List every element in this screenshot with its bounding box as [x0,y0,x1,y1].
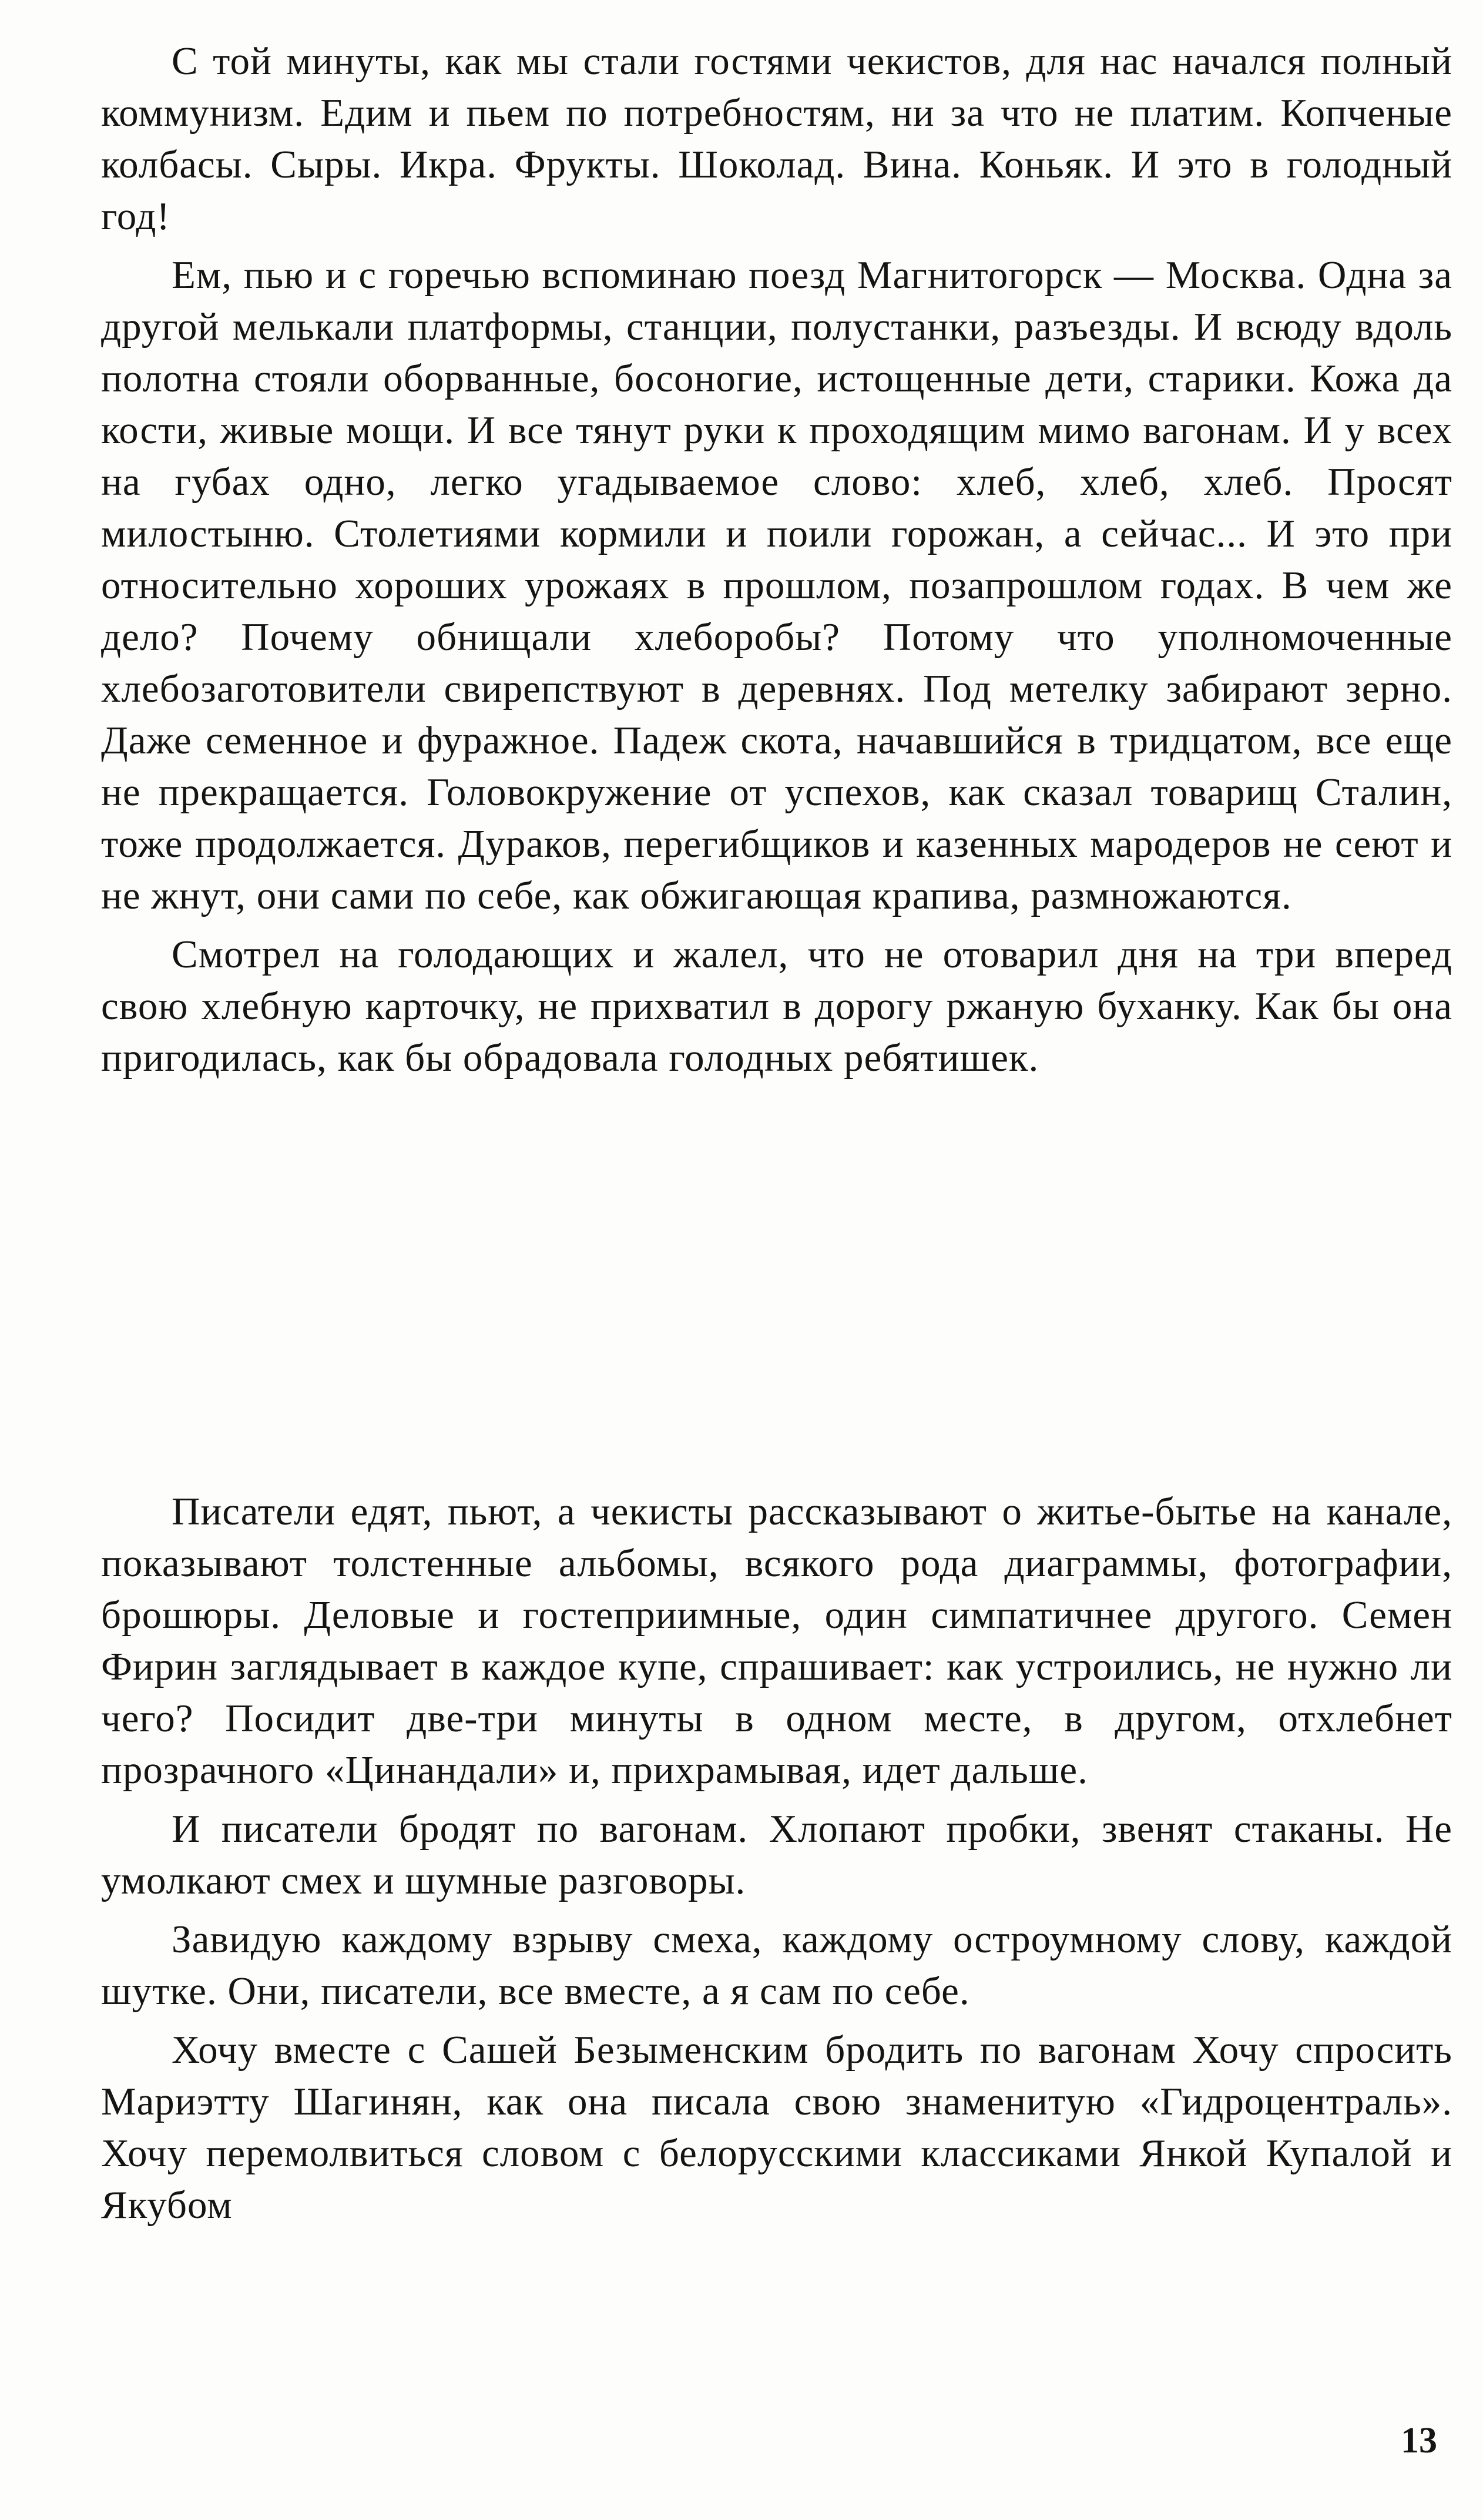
paragraph: Хочу вместе с Сашей Безыменским бродить по вагонам Хочу спросить Мариэтту Шагинян, как она писала свою знаменитую «Гидроцентраль». Хочу перемолвиться словом с белорусскими классиками Янкой Купалой и Якубом [101,2028,1452,2227]
paragraph: С той минуты, как мы стали гостями чекистов, для нас начался полный коммунизм. Едим и пьем по потребностям, ни за что не платим. Копченые колбасы. Сыры. Икра. Фрукты. Шоколад. Вина. Коньяк. И это в голодный год! [101,39,1452,238]
paragraph: Смотрел на голодающих и жалел, что не отоварил дня на три вперед свою хлебную карточку, не прихватил в дорогу ржаную буханку. Как бы она пригодилась, как бы обрадовала голодных ребятишек. [101,933,1452,1080]
paragraph: И писатели бродят по вагонам. Хлопают пробки, звенят стаканы. Не умолкают смех и шумные разговоры. [101,1807,1452,1902]
page-number: 13 [1401,2421,1437,2461]
paragraph: Завидую каждому взрыву смеха, каждому остроумному слову, каждой шутке. Они, писатели, все вместе, а я сам по себе. [101,1918,1452,2013]
text-section-1 [101,35,1452,1091]
paragraph: Писатели едят, пьют, а чекисты рассказывают о житье-бытье на канале, показывают толстенные альбомы, всякого рода диаграммы, фотографии, брошюры. Деловые и гостеприимные, один симпатичнее другого. Семен Фирин заглядывает в каждое купе, спрашивает: как устроились, не нужно ли чего? Посидит две-три минуты в одном месте, в другом, отхлебнет прозрачного «Цинандали» и, прихрамывая, идет дальше. [101,1490,1452,1792]
text-section-2 [101,1486,1452,2238]
paragraph: Ем, пью и с горечью вспоминаю поезд Магнитогорск — Москва. Одна за другой мелькали платформы, станции, полустанки, разъезды. И всюду вдоль полотна стояли оборванные, босоногие, истощенные дети, старики. Кожа да кости, живые мощи. И все тянут руки к проходящим мимо вагонам. И у всех на губах одно, легко угадываемое слово: хлеб, хлеб, хлеб. Просят милостыню. Столетиями кормили и поили горожан, а сейчас... И это при относительно хороших урожаях в прошлом, позапрошлом годах. В чем же дело? Почему обнищали хлеборобы? Потому что уполномоченные хлебозаготовители свирепствуют в деревнях. Под метелку забирают зерно. Даже семенное и фуражное. Падеж скота, начавшийся в тридцатом, все еще не прекращается. Головокружение от успехов, как сказал товарищ Сталин, тоже продолжается. Дураков, перегибщиков и казенных мародеров не сеют и не жнут, они сами по себе, как обжигающая крапива, размножаются. [101,253,1452,917]
